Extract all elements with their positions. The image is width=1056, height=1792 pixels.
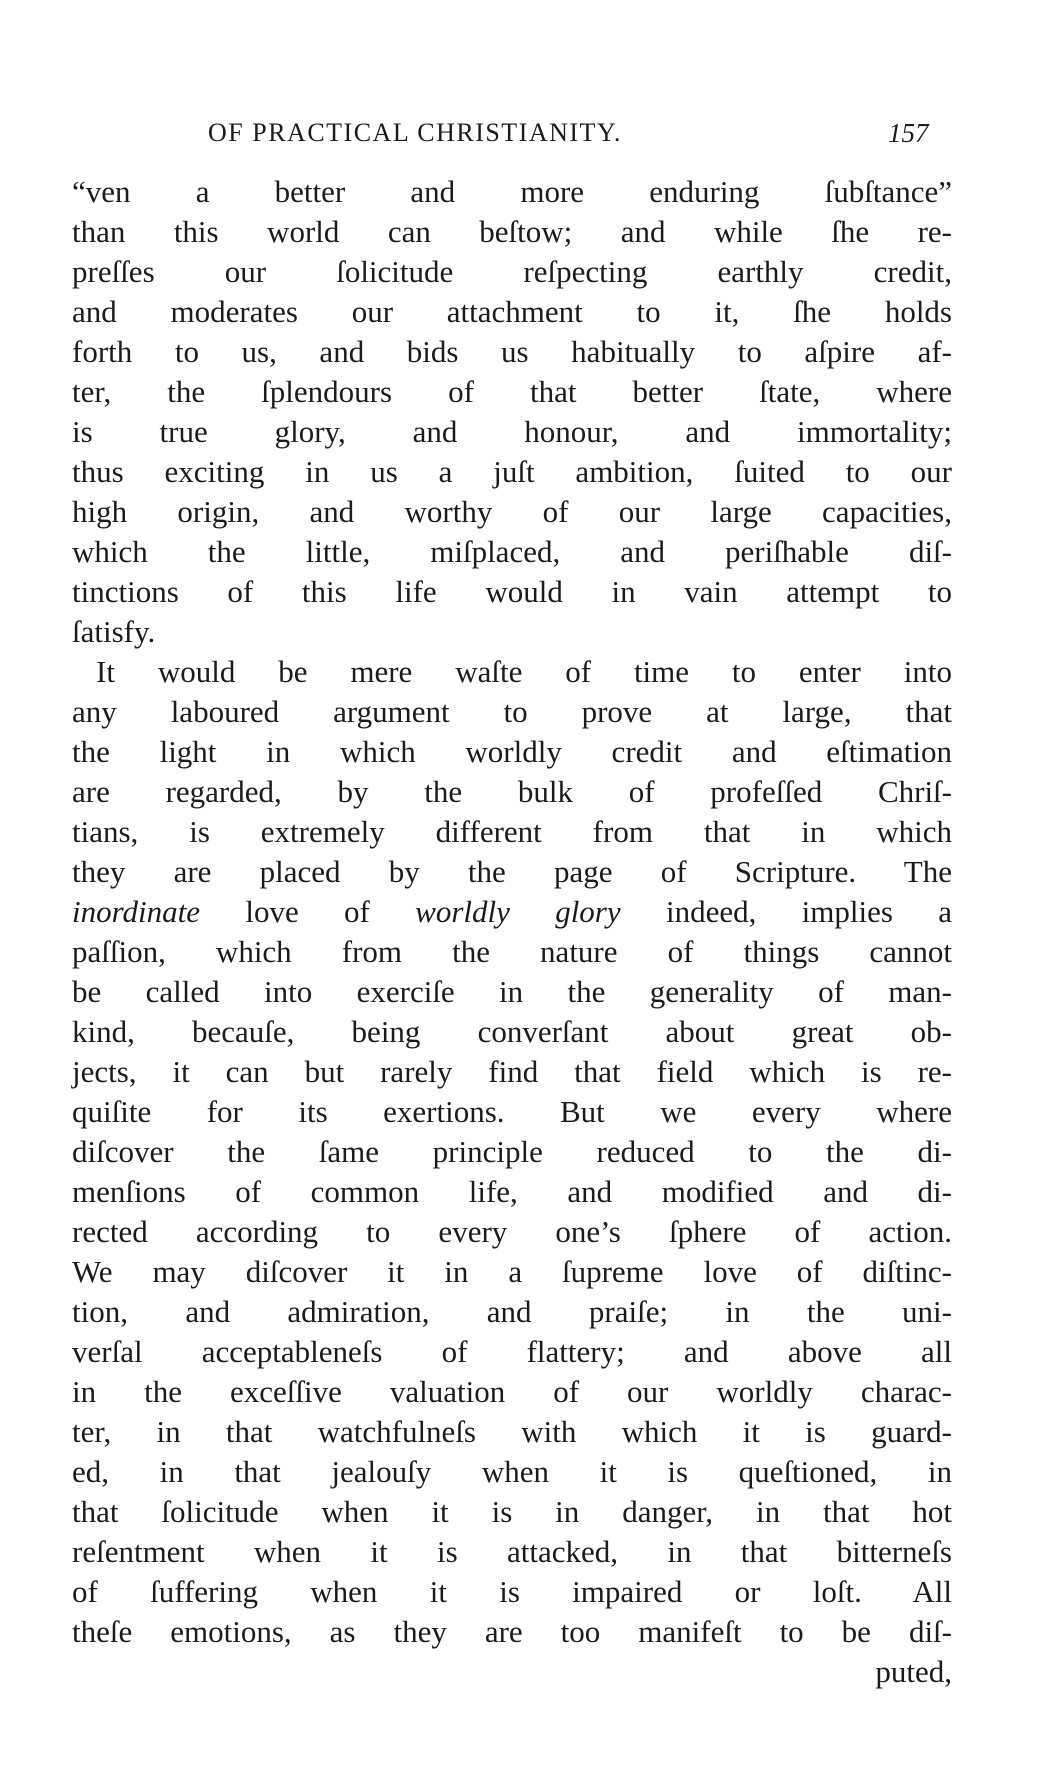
text-line: the light in which worldly credit and eſtimation: [72, 734, 952, 769]
text-line: tion, and admiration, and praiſe; in the uni-: [72, 1294, 952, 1329]
text-line: that ſolicitude when it is in danger, in that hot: [72, 1494, 952, 1529]
text-line: are regarded, by the bulk of profeſſed Chriſ-: [72, 774, 952, 809]
italic-word: inordinate: [72, 894, 201, 929]
italic-word: worldly glory: [415, 894, 621, 929]
page-number: 157: [888, 118, 929, 148]
text-line: reſentment when it is attacked, in that bitterneſs: [72, 1534, 952, 1569]
text-line: they are placed by the page of Scripture. The: [72, 854, 952, 889]
text-line: ed, in that jealouſy when it is queſtioned, in: [72, 1454, 952, 1489]
body-text: [72, 172, 952, 1692]
text-line: ter, in that watchfulneſs with which it is guard-: [72, 1414, 952, 1449]
text-line: jects, it can but rarely find that field which is re-: [72, 1054, 952, 1089]
text-line: quiſite for its exertions. But we every where: [72, 1094, 952, 1129]
catchword: puted,: [875, 1654, 952, 1689]
text-line: which the little, miſplaced, and periſhable diſ-: [72, 534, 952, 569]
text-line: tians, is extremely different from that in which: [72, 814, 952, 849]
text-line: of ſuffering when it is impaired or loſt. All: [72, 1574, 952, 1609]
text-run: indeed, implies a: [665, 894, 952, 929]
text-run: love of: [245, 894, 370, 929]
running-title: OF PRACTICAL CHRISTIANITY.: [208, 118, 622, 147]
page-header: [0, 118, 1056, 158]
text-line: theſe emotions, as they are too manifeſt to be diſ-: [72, 1614, 952, 1649]
text-line: ſatisfy.: [72, 614, 156, 649]
text-line: any laboured argument to prove at large, that: [72, 694, 952, 729]
text-line: rected according to every one’s ſphere of action.: [72, 1214, 952, 1249]
text-line: forth to us, and bids us habitually to aſpire af-: [72, 334, 952, 369]
text-line: diſcover the ſame principle reduced to the di-: [72, 1134, 952, 1169]
text-line: be called into exerciſe in the generality of man-: [72, 974, 952, 1009]
text-line: paſſion, which from the nature of things cannot: [72, 934, 952, 969]
text-line: thus exciting in us a juſt ambition, ſuited to our: [72, 454, 952, 489]
text-line: verſal acceptableneſs of flattery; and above all: [72, 1334, 952, 1369]
text-line: kind, becauſe, being converſant about great ob-: [72, 1014, 952, 1049]
text-line: and moderates our attachment to it, ſhe holds: [72, 294, 952, 329]
text-line: tinctions of this life would in vain attempt to: [72, 574, 952, 609]
text-line: menſions of common life, and modified and di-: [72, 1174, 952, 1209]
text-line: We may diſcover it in a ſupreme love of diſtinc-: [72, 1254, 952, 1289]
text-line-mixed: [72, 892, 952, 932]
text-line: high origin, and worthy of our large capacities,: [72, 494, 952, 529]
text-line: ter, the ſplendours of that better ſtate, where: [72, 374, 952, 409]
text-line: than this world can beſtow; and while ſhe re-: [72, 214, 952, 249]
text-line: “ven a better and more enduring ſubſtance”: [72, 174, 952, 209]
text-line: preſſes our ſolicitude reſpecting earthly credit,: [72, 254, 952, 289]
text-line: It would be mere waſte of time to enter into: [96, 654, 952, 689]
text-line: is true glory, and honour, and immortality;: [72, 414, 952, 449]
text-line: in the exceſſive valuation of our worldly charac-: [72, 1374, 952, 1409]
